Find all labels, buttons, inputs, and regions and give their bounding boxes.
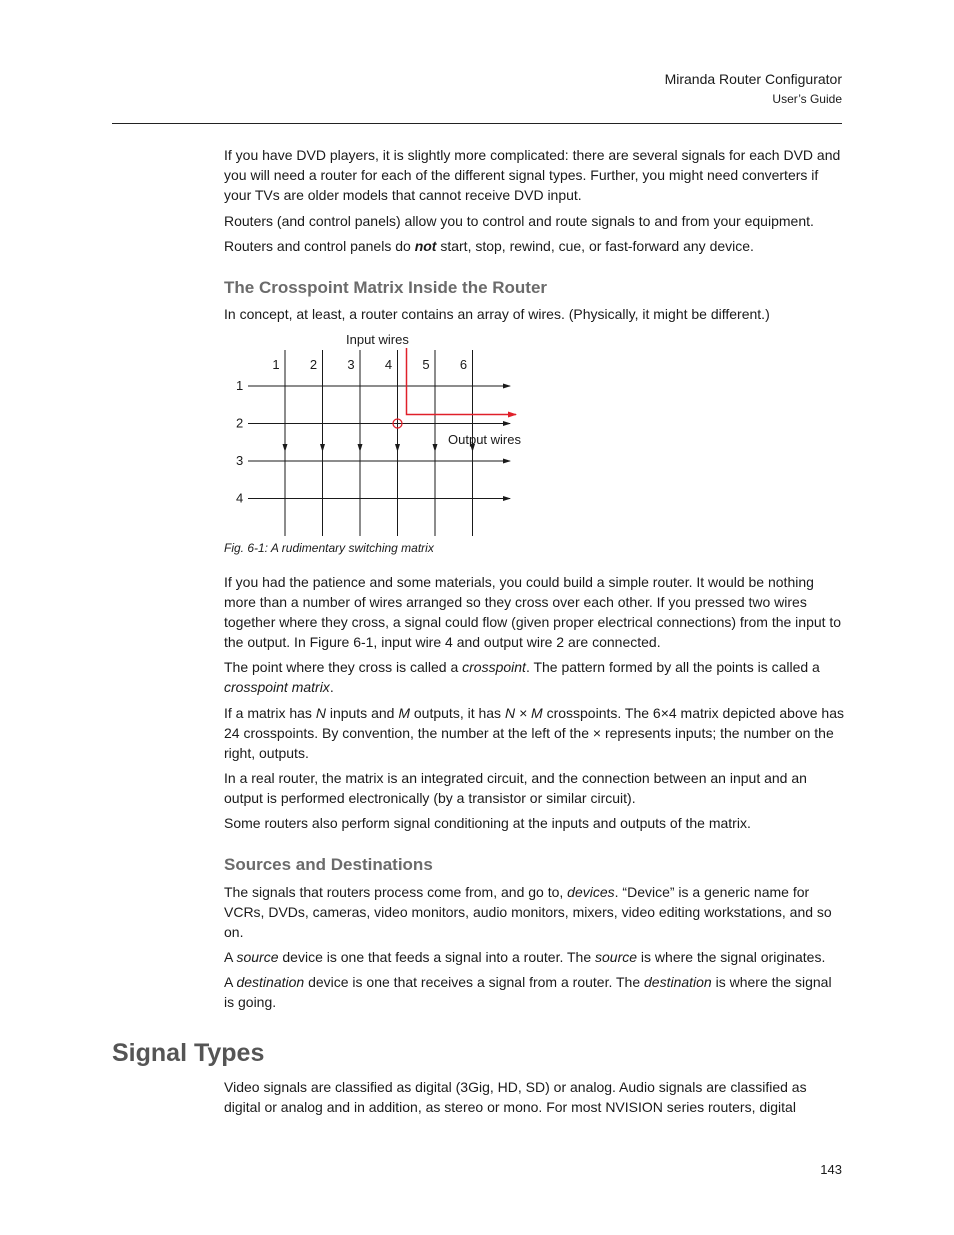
text-run: . — [329, 679, 334, 695]
crosspoint-heading: The Crosspoint Matrix Inside the Router — [224, 278, 548, 297]
crosspoint-paragraph-1: If you had the patience and some materials, you could build a simple router. It would be nothing more than a number of wires arranged so they cross over each other. If you pressed two wires together where they cross, a signal could flow (given proper electrical connections) from the input to the output. In Figure 6-1, input wire 4 and output wire 2 are connected. — [224, 574, 842, 650]
text-run: crosspoints. The 6×4 matrix depicted above has 24 crosspoints. By convention, the number at the left of the × represents inputs; the number on the right, outputs. — [224, 705, 844, 761]
input-number-6: 6 — [459, 357, 468, 372]
crosspoint-paragraph-4: In a real router, the matrix is an integrated circuit, and the connection between an input and an output is performed electronically (by a transistor or similar circuit). — [224, 770, 807, 806]
output-number-1: 1 — [236, 378, 244, 393]
term-crosspoint-matrix: crosspoint matrix — [224, 679, 330, 695]
term-destination: destination — [644, 974, 712, 990]
input-number-4: 4 — [384, 357, 393, 372]
term-source: source — [236, 949, 279, 965]
crosspoint-paragraph-3 — [224, 703, 844, 763]
term-m: M — [398, 705, 410, 721]
text-run: device is one that feeds a signal into a router. The — [278, 949, 595, 965]
input-number-3: 3 — [347, 357, 355, 372]
output-number-4: 4 — [236, 490, 244, 506]
intro-text-end: start, stop, rewind, cue, or fast-forward any device. — [436, 238, 754, 254]
signal-types-paragraph-1: Video signals are classified as digital (3Gig, HD, SD) or analog. Audio signals are classified as digital or analog and in addition, as stereo or mono. For most NVISION series routers, digital — [224, 1079, 807, 1115]
sources-heading: Sources and Destinations — [224, 855, 433, 874]
text-run: device is one that receives a signal from a router. The — [304, 974, 644, 990]
intro-paragraph-3 — [224, 236, 844, 256]
header-subtitle: User’s Guide — [772, 92, 842, 106]
output-wires-label: Output wires — [448, 432, 521, 447]
intro-paragraph-2: Routers (and control panels) allow you to control and route signals to and from your equipment. — [224, 213, 814, 229]
term-destination: destination — [236, 974, 305, 990]
header-rule — [112, 123, 842, 124]
output-number-3: 3 — [236, 453, 244, 468]
crosspoint-paragraph-5: Some routers also perform signal conditioning at the inputs and outputs of the matrix. — [224, 815, 751, 831]
crosspoint-intro: In concept, at least, a router contains an array of wires. (Physically, it might be different.) — [224, 306, 770, 322]
header-title: Miranda Router Configurator — [664, 71, 842, 87]
term-source: source — [595, 949, 638, 965]
sources-paragraph-2 — [224, 947, 844, 967]
page-number: 143 — [820, 1162, 842, 1177]
intro-emphasis: not — [414, 238, 437, 254]
output-number-2: 2 — [236, 415, 244, 431]
crosspoint-paragraph-2 — [224, 657, 844, 697]
text-run: inputs and — [325, 705, 399, 721]
term-n: N — [315, 705, 326, 721]
text-run: is where the signal is going. — [224, 974, 832, 1010]
sources-paragraph-3 — [224, 972, 844, 1012]
text-run: The signals that routers process come from, and go to, — [224, 884, 568, 900]
input-wires — [272, 350, 472, 536]
sources-paragraph-1 — [224, 882, 844, 942]
figure-caption: Fig. 6-1: A rudimentary switching matrix — [224, 541, 434, 555]
input-number-2: 2 — [309, 357, 318, 372]
text-run: . “Device” is a generic name for VCRs, DVDs, cameras, video monitors, audio monitors, mixers, video editing workstations, and so on. — [224, 884, 832, 940]
term-crosspoint: crosspoint — [462, 659, 526, 675]
switching-matrix-diagram — [224, 326, 524, 541]
input-number-1: 1 — [272, 357, 280, 372]
text-run: . The pattern formed by all the points is called a — [525, 659, 820, 675]
text-run: A — [224, 949, 237, 965]
input-wires-label: Input wires — [346, 332, 409, 347]
connection-highlight — [393, 348, 516, 428]
intro-paragraph-1: If you have DVD players, it is slightly more complicated: there are several signals for each DVD and you will need a router for each of the different signal types. Further, you might need converters if your TVs are older models that cannot receive DVD input. — [224, 147, 841, 203]
term-n-times-m: N × M — [504, 705, 543, 721]
signal-types-heading: Signal Types — [112, 1039, 265, 1067]
text-run: A — [224, 974, 237, 990]
text-run: outputs, it has — [410, 705, 505, 721]
text-run: If a matrix has — [224, 705, 316, 721]
text-run: The point where they cross is called a — [224, 659, 463, 675]
term-devices: devices — [567, 884, 615, 900]
intro-text: Routers and control panels do — [224, 238, 415, 254]
text-run: is where the signal originates. — [637, 949, 826, 965]
input-number-5: 5 — [422, 357, 430, 372]
